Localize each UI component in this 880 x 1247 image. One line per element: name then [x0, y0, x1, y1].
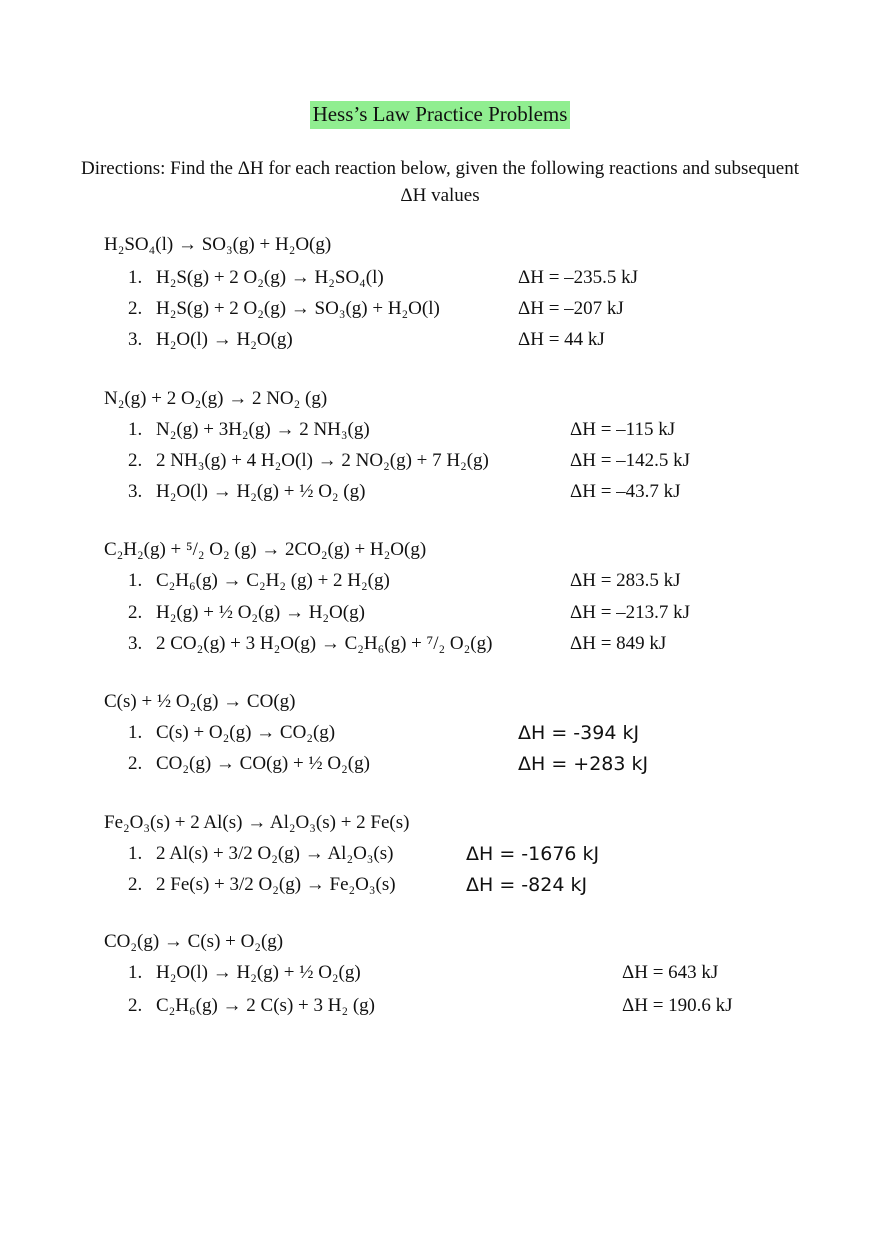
page-title-wrap [0, 102, 880, 127]
problem-2-step-1-enthalpy: ΔH = –115 kJ [570, 419, 676, 440]
page-title: Hess’s Law Practice Problems [310, 101, 571, 129]
problem-3-step-1-number: 1. [128, 570, 143, 591]
problem-6-step-1-number: 1. [128, 962, 143, 983]
problem-6-step-1-enthalpy: ΔH = 643 kJ [622, 962, 719, 983]
problem-3-step-1-enthalpy: ΔH = 283.5 kJ [570, 570, 681, 591]
directions-text: Directions: Find the ΔH for each reaction below, given the following reactions and subsequent ΔH values [80, 158, 799, 206]
problem-5-step-2-number: 2. [128, 874, 143, 895]
problem-2-step-3-number: 3. [128, 481, 143, 502]
problem-2-step-2-enthalpy: ΔH = –142.5 kJ [570, 450, 691, 471]
problem-1-step-3-enthalpy: ΔH = 44 kJ [518, 329, 605, 350]
problem-3-target: C₂H₂(g) + ⁵/₂ O₂ (g) → 2CO₂(g) + H₂O(g) [104, 539, 427, 560]
problem-2-step-3-enthalpy: ΔH = –43.7 kJ [570, 481, 681, 502]
problem-3-step-3-equation: 2 CO₂(g) + 3 H₂O(g) → C₂H₆(g) + ⁷/₂ O₂(g) [156, 633, 493, 654]
problem-4-step-2-enthalpy: ΔH = +283 kJ [518, 753, 649, 775]
problem-2-step-2-number: 2. [128, 450, 143, 471]
problem-1-target: H₂SO₄(l) → SO₃(g) + H₂O(g) [104, 234, 332, 255]
problem-2-step-3-equation: H₂O(l) → H₂(g) + ½ O₂ (g) [156, 481, 366, 502]
problem-4-step-2-equation: CO₂(g) → CO(g) + ½ O₂(g) [156, 753, 370, 774]
problem-1-step-1-enthalpy: ΔH = –235.5 kJ [518, 267, 639, 288]
problem-6-step-2-equation: C₂H₆(g) → 2 C(s) + 3 H₂ (g) [156, 995, 375, 1016]
problem-1-step-1-equation: H₂S(g) + 2 O₂(g) → H₂SO₄(l) [156, 267, 384, 288]
problem-3-step-2-enthalpy: ΔH = –213.7 kJ [570, 602, 691, 623]
problem-4-step-1-equation: C(s) + O₂(g) → CO₂(g) [156, 722, 336, 743]
problem-4-step-1-number: 1. [128, 722, 143, 743]
problem-2-target: N₂(g) + 2 O₂(g) → 2 NO₂ (g) [104, 388, 328, 409]
problem-3-step-3-number: 3. [128, 633, 143, 654]
problem-5-step-2-enthalpy: ΔH = -824 kJ [466, 874, 588, 896]
problem-5-step-1-equation: 2 Al(s) + 3/2 O₂(g) → Al₂O₃(s) [156, 843, 394, 864]
problem-1-step-1-number: 1. [128, 267, 143, 288]
problem-1-step-2-equation: H₂S(g) + 2 O₂(g) → SO₃(g) + H₂O(l) [156, 298, 440, 319]
problem-1-step-2-enthalpy: ΔH = –207 kJ [518, 298, 624, 319]
problem-4-step-2-number: 2. [128, 753, 143, 774]
problem-1-step-2-number: 2. [128, 298, 143, 319]
problem-5-step-2-equation: 2 Fe(s) + 3/2 O₂(g) → Fe₂O₃(s) [156, 874, 396, 895]
problem-3-step-2-equation: H₂(g) + ½ O₂(g) → H₂O(g) [156, 602, 365, 623]
problem-1-step-3-number: 3. [128, 329, 143, 350]
problem-1-step-3-equation: H₂O(l) → H₂O(g) [156, 329, 293, 350]
problem-5-step-1-enthalpy: ΔH = -1676 kJ [466, 843, 600, 865]
problem-3-step-1-equation: C₂H₆(g) → C₂H₂ (g) + 2 H₂(g) [156, 570, 390, 591]
problem-4-step-1-enthalpy: ΔH = -394 kJ [518, 722, 640, 744]
problem-6-step-2-number: 2. [128, 995, 143, 1016]
problem-6-step-1-equation: H₂O(l) → H₂(g) + ½ O₂(g) [156, 962, 361, 983]
problem-2-step-2-equation: 2 NH₃(g) + 4 H₂O(l) → 2 NO₂(g) + 7 H₂(g) [156, 450, 489, 471]
problem-5-target: Fe₂O₃(s) + 2 Al(s) → Al₂O₃(s) + 2 Fe(s) [104, 812, 410, 833]
problem-2-step-1-equation: N₂(g) + 3H₂(g) → 2 NH₃(g) [156, 419, 370, 440]
problem-2-step-1-number: 1. [128, 419, 143, 440]
problem-4-target: C(s) + ½ O₂(g) → CO(g) [104, 691, 296, 712]
problem-3-step-3-enthalpy: ΔH = 849 kJ [570, 633, 667, 654]
problem-6-step-2-enthalpy: ΔH = 190.6 kJ [622, 995, 733, 1016]
problem-6-target: CO₂(g) → C(s) + O₂(g) [104, 931, 284, 952]
problem-5-step-1-number: 1. [128, 843, 143, 864]
problem-3-step-2-number: 2. [128, 602, 143, 623]
